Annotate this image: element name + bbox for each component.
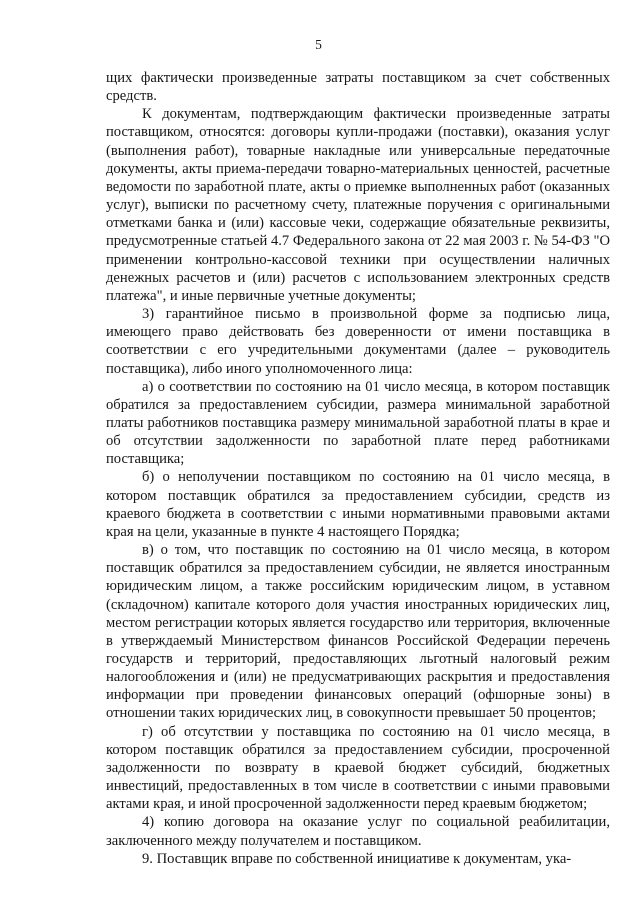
document-body [106,69,610,868]
paragraph-supporting-documents: К документам, подтверждающим фактически произведенные затраты поставщиком, относятся: договоры купли-продажи (поставки), оказания услуг (выполнения работ), товарные накладные или универсальные передаточные документы, акты приема-передачи товарно-материальных ценностей, расчетные ведомости по заработной плате, акты о приемке выполненных работ (оказанных услуг), выписки по расчетному счету, платежные поручения с оригинальными отметками банка и (или) кассовые чеки, содержащие обязательные реквизиты, предусмотренные статьей 4.7 Федерального закона от 22 мая 2003 г. № 54-ФЗ "О применении контрольно-кассовой техники при осуществлении наличных денежных расчетов и (или) расчетов с использованием электронных средств платежа", и иные первичные учетные документы; [106,106,610,304]
paragraph-subitem-a: а) о соответствии по состоянию на 01 число месяца, в котором поставщик обратился за предоставлением субсидии, размера минимальной заработной платы работников поставщика размеру минимальной заработной платы в крае и об отсутствии задолженности по заработной плате перед работниками поставщика; [106,378,610,468]
paragraph-item-4-contract-copy: 4) копию договора на оказание услуг по социальной реабилитации, заключенного между получателем и поставщиком. [106,814,610,849]
paragraph-continuation: щих фактически произведенные затраты поставщиком за счет собственных средств. [106,70,610,105]
paragraph-point-9: 9. Поставщик вправе по собственной инициативе к документам, ука- [142,850,572,867]
paragraph-subitem-b: б) о неполучении поставщиком по состоянию на 01 число месяца, в котором поставщик обратился за предоставлением субсидии, средств из краевого бюджета в соответствии с иными нормативными правовыми актами края на цели, указанные в пункте 4 настоящего Порядка; [106,469,610,540]
page-number: 5 [315,37,322,52]
paragraph-subitem-v: в) о том, что поставщик по состоянию на 01 число месяца, в котором поставщик обратился за предоставлением субсидии, не является иностранным юридическим лицом, а также российским юридическим лицом, в уставном (складочном) капитале которого доля участия иностранных юридических лиц, местом регистрации которых является государство или территория, включенные в утверждаемый Министерством финансов Российской Федерации перечень государств и территорий, предоставляющих льготный налоговый режим налогообложения и (или) не предусматривающих раскрытия и предоставления информации при проведении финансовых операций (офшорные зоны) в отношении таких юридических лиц, в совокупности превышает 50 процентов; [106,542,610,722]
paragraph-subitem-g: г) об отсутствии у поставщика по состоянию на 01 число месяца, в котором поставщик обратился за предоставлением субсидии, просроченной задолженности по возврату в краевой бюджет субсидий, бюджетных инвестиций, предоставленных в том числе в соответствии с иными правовыми актами края, и иной просроченной задолженности перед краевым бюджетом; [106,723,610,813]
paragraph-item-3-guarantee-letter: 3) гарантийное письмо в произвольной форме за подписью лица, имеющего право действовать без доверенности от имени поставщика в соответствии с его учредительными документами (далее – руководитель поставщика), либо иного уполномоченного лица: [106,306,610,377]
